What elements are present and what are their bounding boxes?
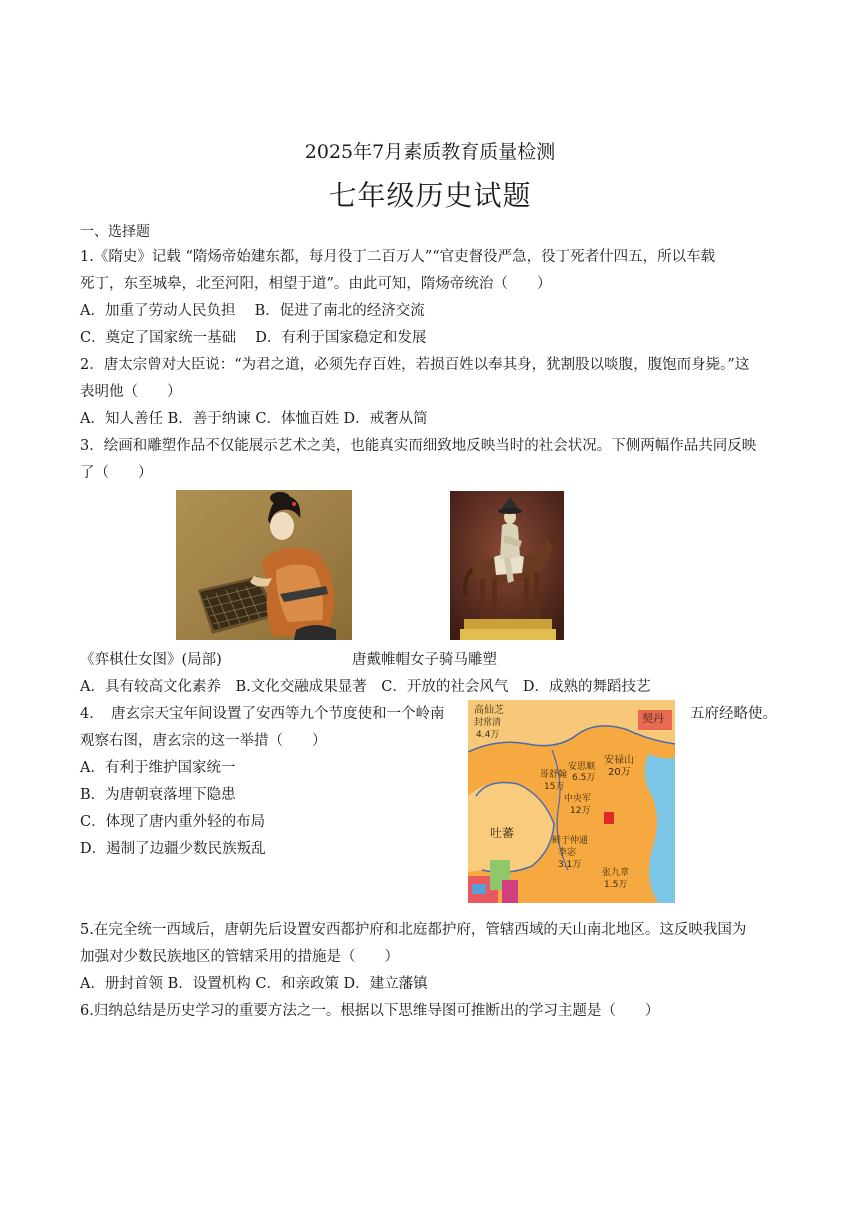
q4-option-b: B．为唐朝衰落埋下隐患 <box>80 787 236 803</box>
map-label-12wan: 12万 <box>570 806 591 816</box>
map-label-65wan: 6.5万 <box>572 773 596 783</box>
q5-stem-line2: 加强对少数民族地区的管辖采用的措施是（ ） <box>80 949 399 965</box>
map-label-gaoxianzhi: 高仙芝 <box>474 705 504 716</box>
map-label-limi: 李宓 <box>558 848 577 858</box>
map-label-ansishun: 安思顺 <box>568 762 596 772</box>
q4-option-a: A．有利于维护国家统一 <box>80 760 236 776</box>
q1-stem-line2: 死丁，东至城皋，北至河阳，相望于道”。由此可知，隋炀帝统治（ ） <box>80 276 552 292</box>
q4-option-c: C．体现了唐内重外轻的布局 <box>80 814 266 830</box>
map-label-central-army: 中央军 <box>564 794 592 804</box>
map-label-31wan: 3.1万 <box>558 860 582 870</box>
map-label-20wan: 20万 <box>608 767 631 778</box>
map-label-tang: 唐 <box>603 813 613 824</box>
q2-options-line1: A．知人善任 B．善于纳谏 C．体恤百姓 D．戒奢从简 <box>80 411 428 427</box>
map-label-15wan: 15万 <box>544 782 565 792</box>
map-label-anlushan: 安禄山 <box>604 755 634 766</box>
tang-horse-rider-sculpture <box>450 491 564 640</box>
q4-stem-right: 五府经略使。 <box>690 706 777 722</box>
q1-stem-line1: 1.《隋史》记载 “隋炀帝始建东都，每月役丁二百万人”“官吏督役严急，役丁死者什四五，所以车载 <box>80 249 716 265</box>
tang-jiedushi-map <box>468 700 675 903</box>
q3-options-line1: A．具有较高文化素养 B.文化交融成果显著 C．开放的社会风气 D．成熟的舞蹈技艺 <box>80 679 651 695</box>
map-label-fengchangqing: 封常清 <box>474 718 502 728</box>
q4-option-d: D．遏制了边疆少数民族叛乱 <box>80 841 266 857</box>
q2-stem-line1: 2．唐太宗曾对大臣说：“为君之道，必须先存百姓，若损百姓以奉其身，犹割股以啖腹，腹饱而身毙。”这 <box>80 357 750 373</box>
q6-stem-line1: 6.归纳总结是历史学习的重要方法之一。根据以下思维导图可推断出的学习主题是（ ） <box>80 1003 660 1019</box>
map-label-tubo: 吐蕃 <box>490 826 515 840</box>
exam-title: 七年级历史试题 <box>328 179 532 212</box>
map-label-geshuhan: 哥舒翰 <box>540 770 568 780</box>
q2-stem-line2: 表明他（ ） <box>80 384 182 400</box>
sculpture-caption: 唐戴帷帽女子骑马雕塑 <box>352 652 497 668</box>
q5-options-line1: A．册封首领 B．设置机构 C．和亲政策 D．建立藩镇 <box>80 976 428 992</box>
map-label-khitan: 契丹 <box>642 712 664 725</box>
q1-options-line1: A．加重了劳动人民负担 B．促进了南北的经济交流 <box>80 303 425 319</box>
map-label-xianyu: 鲜于仲通 <box>552 836 589 846</box>
q3-stem-line2: 了（ ） <box>80 465 153 481</box>
q4-stem-left: 4． 唐玄宗天宝年间设置了安西等九个节度使和一个岭南 <box>80 706 445 722</box>
exam-subtitle: 2025年7月素质教育质量检测 <box>304 141 556 163</box>
map-label-44wan: 4.4万 <box>476 730 500 740</box>
map-label-zhangjiuzhang: 张九章 <box>602 868 630 878</box>
q1-options-line2: C．奠定了国家统一基础 D．有利于国家稳定和发展 <box>80 330 427 346</box>
q4-stem-line2: 观察右图，唐玄宗的这一举措（ ） <box>80 733 327 749</box>
q5-stem-line1: 5.在完全统一西域后，唐朝先后设置安西都护府和北庭都护府，管辖西域的天山南北地区。这反映我国为 <box>80 922 747 938</box>
q3-stem-line1: 3．绘画和雕塑作品不仅能展示艺术之美，也能真实而细致地反映当时的社会状况。下侧两幅作品共同反映 <box>80 438 757 454</box>
painting-caption: 《弈棋仕女图》(局部) <box>80 652 222 668</box>
map-label-15wan-b: 1.5万 <box>604 880 628 890</box>
section-heading: 一、选择题 <box>80 224 150 240</box>
go-playing-ladies-painting <box>176 490 352 640</box>
